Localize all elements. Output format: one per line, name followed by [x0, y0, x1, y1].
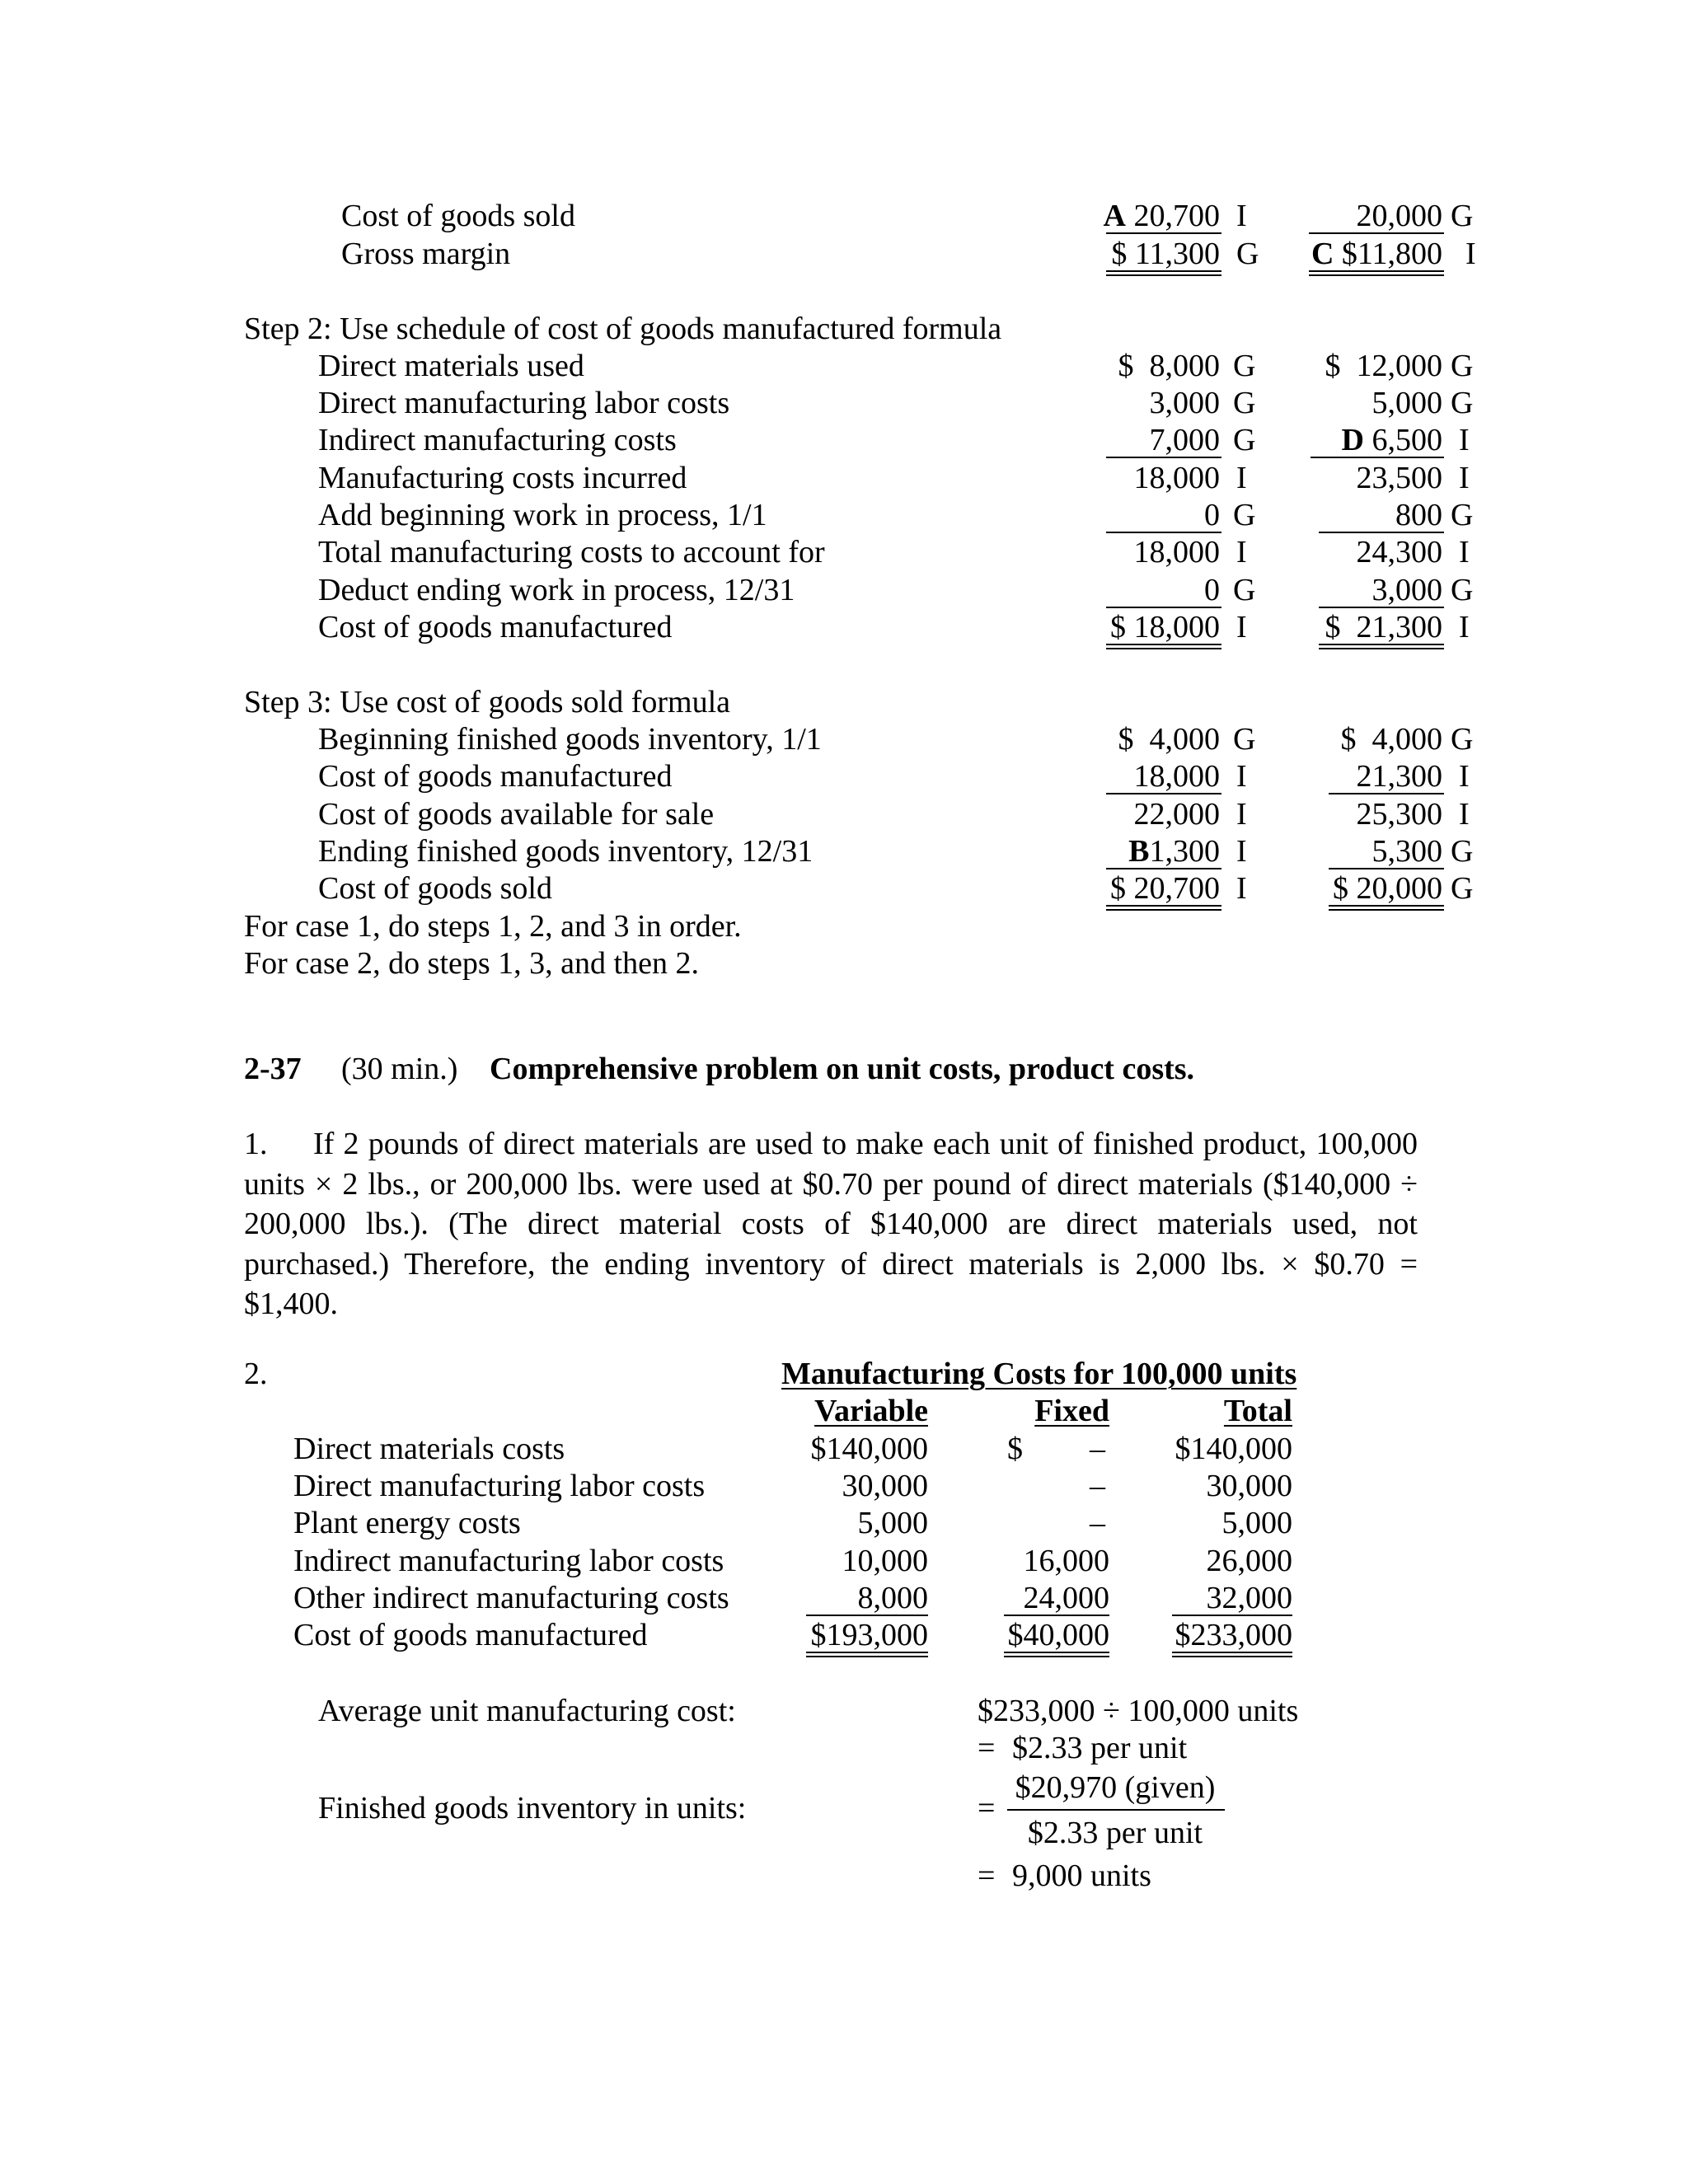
mfg-total: 30,000: [1206, 1469, 1292, 1503]
step2-case2: 800: [1395, 498, 1442, 532]
mfg-total: 32,000: [1206, 1581, 1292, 1615]
avg-unit-cost-label: Average unit manufacturing cost:: [318, 1694, 736, 1728]
flag: I: [1236, 871, 1247, 906]
step2-case2: $ 21,300: [1325, 610, 1442, 644]
part1-text: If 2 pounds of direct materials are used to make each unit of finished product, 100,000 units × 2 lbs., or 200,000 lbs. were used at $0.70 per pound of direct materials ($140,000 ÷ 200,000 lbs.). (The direct material costs of $140,000 are direct materials used, not purchased.) Therefore, the ending inventory of direct materials is 2,000 lbs. × $0.70 = $1,400.: [244, 1127, 1418, 1321]
flag: I: [1459, 423, 1470, 457]
col-header-total: Total: [1223, 1394, 1292, 1428]
mfg-fixed: –: [1090, 1506, 1105, 1540]
mfg-variable: 8,000: [857, 1581, 928, 1615]
mfg-row-label: Cost of goods manufactured: [293, 1618, 648, 1652]
step2-case1: $ 8,000: [1118, 349, 1220, 383]
avg-unit-cost-result: $2.33 per unit: [1012, 1731, 1188, 1765]
double-rule: [1329, 905, 1444, 911]
flag: G: [1451, 834, 1474, 869]
double-rule: [1309, 270, 1444, 276]
mfg-fixed: –: [1090, 1469, 1105, 1503]
equals-sign: =: [978, 1858, 996, 1893]
flag: G: [1451, 349, 1474, 383]
double-rule: [1172, 1652, 1292, 1657]
mfg-total: $140,000: [1175, 1432, 1292, 1466]
flag: G: [1233, 573, 1256, 607]
step2-case1: 0: [1204, 498, 1220, 532]
mfg-row-label: Direct manufacturing labor costs: [293, 1469, 706, 1503]
double-rule: [1106, 644, 1221, 649]
mfg-total: $233,000: [1175, 1618, 1292, 1652]
part1-paragraph: [244, 1124, 1418, 1324]
step3-case2: 25,300: [1356, 797, 1442, 832]
step3-label: Ending finished goods inventory, 12/31: [318, 834, 814, 869]
flag: I: [1236, 199, 1247, 233]
step3-case2: 5,300: [1372, 834, 1442, 869]
step2-case2: 5,000: [1372, 386, 1442, 420]
fg-units-result: 9,000 units: [1012, 1858, 1151, 1893]
flag: G: [1233, 722, 1256, 757]
step2-label: Direct manufacturing labor costs: [318, 386, 730, 420]
step2-heading: Step 2: Use schedule of cost of goods manufactured formula: [244, 312, 1002, 346]
step3-label: Cost of goods available for sale: [318, 797, 715, 832]
double-rule: [1004, 1652, 1109, 1657]
flag: G: [1233, 386, 1256, 420]
step3-note: For case 1, do steps 1, 2, and 3 in order.: [244, 909, 742, 944]
mfg-fixed: 16,000: [1023, 1544, 1109, 1578]
flag: I: [1236, 461, 1247, 495]
mfg-row-label: Direct materials costs: [293, 1432, 565, 1466]
rule: [1311, 457, 1444, 458]
col-header-variable: Variable: [814, 1394, 928, 1428]
mfg-variable: 5,000: [857, 1506, 928, 1540]
step2-label: Manufacturing costs incurred: [318, 461, 687, 495]
rule: [1172, 1615, 1292, 1616]
part1-number: 1.: [244, 1127, 268, 1161]
mfg-row-label: Plant energy costs: [293, 1506, 521, 1540]
step3-label: Cost of goods sold: [318, 871, 552, 906]
step3-case1: $ 4,000: [1118, 722, 1220, 757]
step2-label: Add beginning work in process, 1/1: [318, 498, 767, 532]
mfg-table-title: Manufacturing Costs for 100,000 units: [781, 1357, 1297, 1391]
step3-case1: B1,300: [1128, 834, 1220, 869]
mfg-row-label: Other indirect manufacturing costs: [293, 1581, 729, 1615]
rule: [1004, 1615, 1109, 1616]
step2-case2: 3,000: [1372, 573, 1442, 607]
double-rule: [806, 1652, 928, 1657]
flag: G: [1451, 199, 1474, 233]
mfg-variable: $140,000: [810, 1432, 928, 1466]
step2-case2: 23,500: [1356, 461, 1442, 495]
flag: G: [1451, 386, 1474, 420]
fg-units-denominator: $2.33 per unit: [1027, 1816, 1203, 1850]
top-row-case1: $ 11,300: [1111, 237, 1220, 271]
step2-case1: $ 18,000: [1110, 610, 1220, 644]
top-row-case1: A 20,700: [1103, 199, 1220, 233]
flag: I: [1236, 759, 1247, 794]
col-header-fixed: Fixed: [1034, 1394, 1109, 1428]
step2-case1: 18,000: [1133, 535, 1220, 569]
top-row-label: Gross margin: [341, 237, 511, 271]
mfg-total: 5,000: [1221, 1506, 1292, 1540]
step2-label: Direct materials used: [318, 349, 584, 383]
mfg-fixed-dollar: $: [1007, 1432, 1023, 1466]
flag: G: [1451, 871, 1474, 906]
step2-case2: $ 12,000: [1325, 349, 1442, 383]
fraction-bar: [1007, 1809, 1225, 1811]
mfg-variable: 10,000: [842, 1544, 928, 1578]
rule: [1106, 532, 1221, 533]
rule: [1319, 607, 1444, 608]
step3-label: Cost of goods manufactured: [318, 759, 673, 794]
mfg-fixed: $40,000: [1007, 1618, 1109, 1652]
rule: [1106, 232, 1221, 234]
flag: I: [1236, 834, 1247, 869]
part2-number: 2.: [244, 1357, 268, 1391]
problem-time: (30 min.): [341, 1052, 458, 1086]
step3-heading: Step 3: Use cost of goods sold formula: [244, 685, 731, 719]
step2-label: Deduct ending work in process, 12/31: [318, 573, 795, 607]
rule: [1106, 868, 1221, 869]
flag: G: [1451, 498, 1474, 532]
double-rule: [1319, 644, 1444, 649]
letter-marker: A: [1103, 199, 1126, 233]
mfg-row-label: Indirect manufacturing labor costs: [293, 1544, 724, 1578]
step2-label: Total manufacturing costs to account for: [318, 535, 825, 569]
step3-case2: $ 4,000: [1340, 722, 1442, 757]
flag: I: [1459, 759, 1470, 794]
flag: G: [1233, 423, 1256, 457]
letter-marker: D: [1341, 423, 1364, 457]
equals-sign: =: [978, 1791, 996, 1825]
step2-case1: 18,000: [1133, 461, 1220, 495]
step2-case1: 0: [1204, 573, 1220, 607]
flag: G: [1236, 237, 1259, 271]
equals-sign: =: [978, 1731, 996, 1765]
step3-case1: $ 20,700: [1110, 871, 1220, 906]
letter-marker: C: [1311, 237, 1334, 271]
step3-note: For case 2, do steps 1, 3, and then 2.: [244, 946, 699, 981]
flag: G: [1451, 722, 1474, 757]
flag: I: [1459, 610, 1470, 644]
step3-case1: 18,000: [1133, 759, 1220, 794]
mfg-fixed: 24,000: [1023, 1581, 1109, 1615]
double-rule: [1106, 270, 1221, 276]
flag: G: [1233, 349, 1256, 383]
step2-case2: D 6,500: [1341, 423, 1442, 457]
step3-case1: 22,000: [1133, 797, 1220, 832]
rule: [1329, 793, 1444, 794]
top-row-case2: C $11,800: [1311, 237, 1442, 271]
step3-case2: $ 20,000: [1333, 871, 1442, 906]
rule: [806, 1615, 928, 1616]
letter-marker: B: [1128, 834, 1150, 869]
flag: I: [1459, 797, 1470, 832]
avg-unit-cost-formula: $233,000 ÷ 100,000 units: [978, 1694, 1299, 1728]
flag: I: [1465, 237, 1476, 271]
rule: [1106, 457, 1221, 458]
flag: I: [1236, 535, 1247, 569]
rule: [1106, 793, 1221, 794]
rule: [1309, 232, 1444, 234]
step2-label: Cost of goods manufactured: [318, 610, 673, 644]
fg-units-label: Finished goods inventory in units:: [318, 1791, 747, 1825]
step2-label: Indirect manufacturing costs: [318, 423, 677, 457]
rule: [1106, 607, 1221, 608]
flag: G: [1233, 498, 1256, 532]
step3-case2: 21,300: [1356, 759, 1442, 794]
problem-number: 2-37: [244, 1052, 302, 1086]
mfg-variable: 30,000: [842, 1469, 928, 1503]
flag: G: [1451, 573, 1474, 607]
flag: I: [1459, 461, 1470, 495]
flag: I: [1236, 610, 1247, 644]
flag: I: [1236, 797, 1247, 832]
step2-case1: 7,000: [1149, 423, 1220, 457]
fg-units-numerator: $20,970 (given): [1015, 1770, 1216, 1805]
mfg-variable: $193,000: [810, 1618, 928, 1652]
flag: I: [1459, 535, 1470, 569]
step3-label: Beginning finished goods inventory, 1/1: [318, 722, 822, 757]
step2-case2: 24,300: [1356, 535, 1442, 569]
step2-case1: 3,000: [1149, 386, 1220, 420]
rule: [1329, 868, 1444, 869]
top-row-label: Cost of goods sold: [341, 199, 575, 233]
rule: [1319, 532, 1444, 533]
double-rule: [1106, 905, 1221, 911]
top-row-case2: 20,000: [1356, 199, 1442, 233]
problem-title: Comprehensive problem on unit costs, product costs.: [490, 1052, 1195, 1086]
mfg-total: 26,000: [1206, 1544, 1292, 1578]
mfg-fixed: –: [1090, 1432, 1105, 1466]
